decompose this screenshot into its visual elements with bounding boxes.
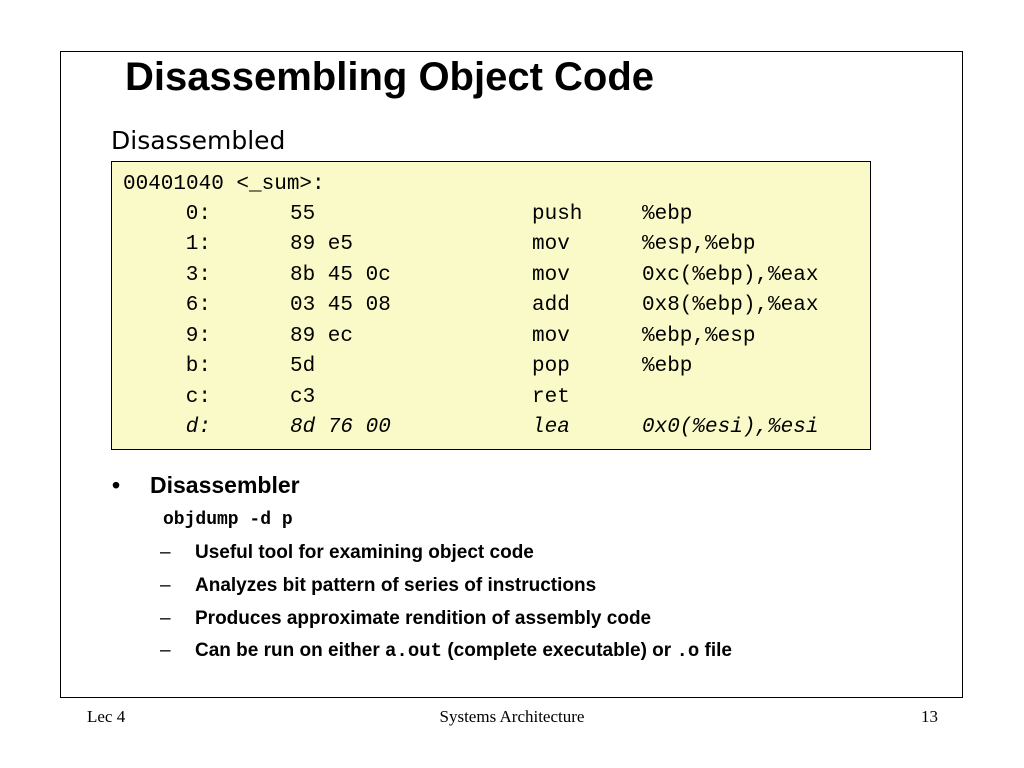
code-opcode: push bbox=[532, 203, 583, 226]
code-offset: d: bbox=[185, 416, 211, 439]
code-offset: 3: bbox=[185, 264, 211, 287]
code-bytes: 5d bbox=[290, 355, 316, 378]
code-bytes: 8d 76 00 bbox=[290, 416, 391, 439]
code-operands: %ebp,%esp bbox=[642, 325, 756, 348]
code-opcode: ret bbox=[532, 386, 570, 409]
code-opcode: lea bbox=[532, 416, 570, 439]
aout-code: a.out bbox=[385, 640, 443, 662]
code-opcode: mov bbox=[532, 325, 570, 348]
code-operands: 0x0(%esi),%esi bbox=[642, 416, 819, 439]
run-on-suffix: file bbox=[699, 640, 732, 661]
code-opcode: mov bbox=[532, 233, 570, 256]
code-row bbox=[112, 383, 870, 413]
dash-marker: – bbox=[160, 640, 171, 661]
sub-bullet-text bbox=[195, 636, 732, 666]
slide-title: Disassembling Object Code bbox=[125, 55, 655, 99]
dash-marker: – bbox=[160, 608, 171, 629]
code-row bbox=[112, 230, 870, 260]
code-offset: 1: bbox=[185, 233, 211, 256]
code-offset: 0: bbox=[185, 203, 211, 226]
code-operands: %ebp bbox=[642, 203, 693, 226]
footer-page-number: 13 bbox=[921, 707, 938, 726]
code-opcode: mov bbox=[532, 264, 570, 287]
code-offset: b: bbox=[185, 355, 211, 378]
object-file-code: .o bbox=[676, 640, 700, 662]
code-header: 00401040 <_sum>: bbox=[123, 173, 325, 196]
bullet-label: Disassembler bbox=[150, 472, 300, 498]
code-row bbox=[112, 261, 870, 291]
code-operands: 0xc(%ebp),%eax bbox=[642, 264, 819, 287]
dash-marker: – bbox=[160, 575, 171, 596]
code-opcode: pop bbox=[532, 355, 570, 378]
code-bytes: 89 e5 bbox=[290, 233, 354, 256]
footer-course: Systems Architecture bbox=[439, 707, 585, 726]
code-offset: c: bbox=[185, 386, 211, 409]
code-bytes: 03 45 08 bbox=[290, 294, 391, 317]
run-on-prefix: Can be run on either bbox=[195, 640, 386, 661]
disassembly-code-box bbox=[111, 161, 871, 450]
sub-bullet-text: Useful tool for examining object code bbox=[195, 542, 534, 563]
code-row bbox=[112, 200, 870, 230]
sub-bullet-text: Analyzes bit pattern of series of instructions bbox=[195, 575, 597, 596]
code-row bbox=[112, 291, 870, 321]
code-row bbox=[112, 352, 870, 382]
code-offset: 9: bbox=[185, 325, 211, 348]
code-bytes: c3 bbox=[290, 386, 316, 409]
code-operands: %ebp bbox=[642, 355, 693, 378]
code-bytes: 89 ec bbox=[290, 325, 354, 348]
objdump-command: objdump -d p bbox=[163, 510, 293, 530]
code-bytes: 55 bbox=[290, 203, 316, 226]
slide-subtitle: Disassembled bbox=[111, 126, 286, 155]
code-offset: 6: bbox=[185, 294, 211, 317]
code-row bbox=[112, 413, 870, 443]
code-operands: 0x8(%ebp),%eax bbox=[642, 294, 819, 317]
code-row bbox=[112, 322, 870, 352]
dash-marker: – bbox=[160, 542, 171, 563]
code-operands: %esp,%ebp bbox=[642, 233, 756, 256]
bullet-marker: • bbox=[112, 472, 121, 498]
footer-lecture: Lec 4 bbox=[87, 707, 126, 726]
code-bytes: 8b 45 0c bbox=[290, 264, 391, 287]
sub-bullet-text: Produces approximate rendition of assembly code bbox=[195, 608, 652, 629]
run-on-middle: (complete executable) or bbox=[442, 640, 677, 661]
code-opcode: add bbox=[532, 294, 570, 317]
